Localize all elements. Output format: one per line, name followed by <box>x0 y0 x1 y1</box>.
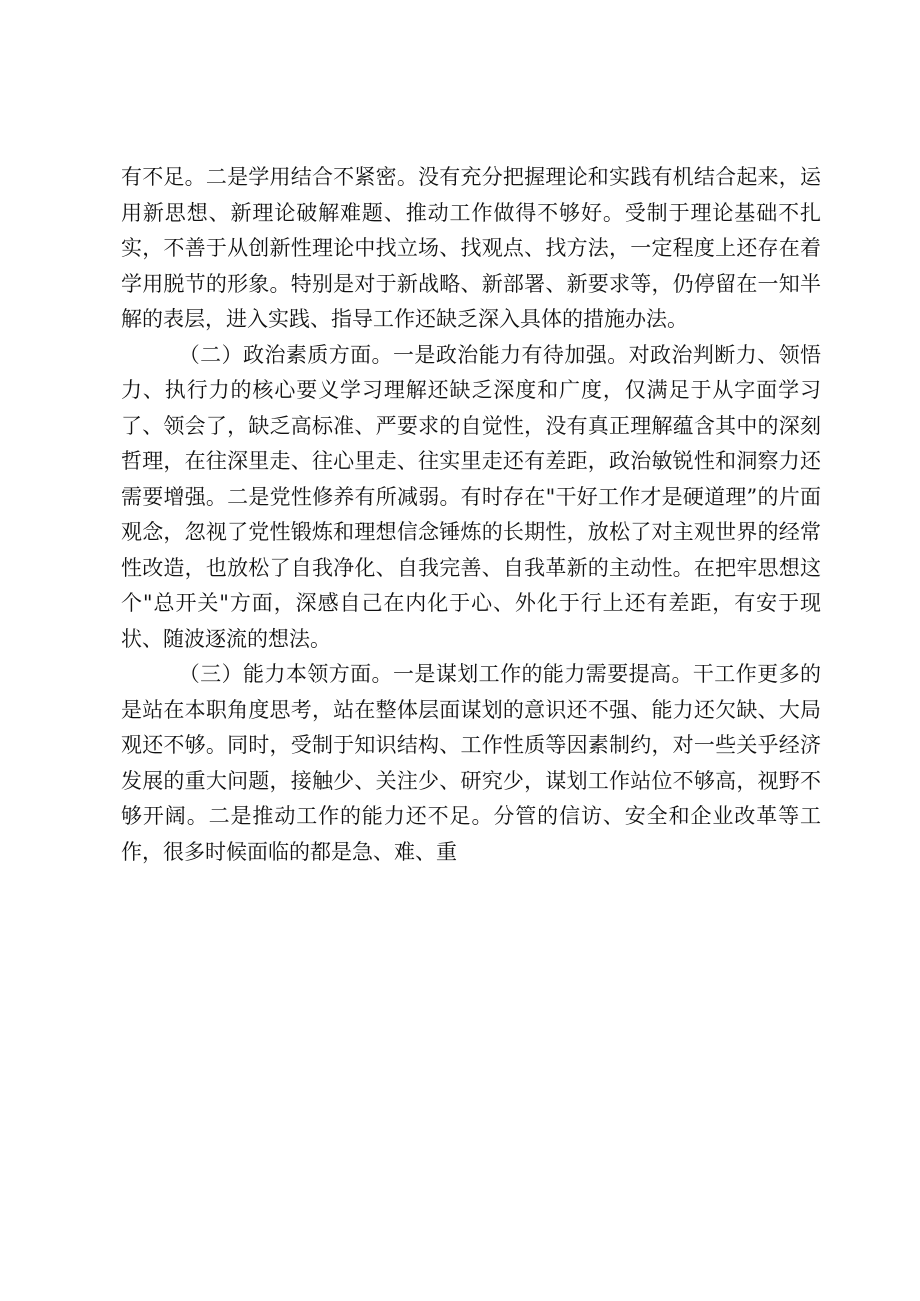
paragraph-capability: （三）能力本领方面。一是谋划工作的能力需要提高。干工作更多的是站在本职角度思考，站在整体层面谋划的意识还不强、能力还欠缺、大局观还不够。同时，受制于知识结构、工作性质等因素制约，对一些关乎经济发展的重大问题，接触少、关注少、研究少，谋划工作站位不够高，视野不够开阔。二是推动工作的能力还不足。分管的信访、安全和企业改革等工作，很多时候面临的都是急、难、重 <box>121 662 821 864</box>
paragraph-political-quality: （二）政治素质方面。一是政治能力有待加强。对政治判断力、领悟力、执行力的核心要义学习理解还缺乏深度和广度，仅满足于从字面学习了、领会了，缺乏高标准、严要求的自觉性，没有真正理解蕴含其中的深刻哲理，在往深里走、往心里走、往实里走还有差距，政治敏锐性和洞察力还需要增强。二是党性修养有所减弱。有时存在"干好工作才是硬道理”的片面观念，忽视了党性锻炼和理想信念锤炼的长期性，放松了对主观世界的经常性改造，也放松了自我净化、自我完善、自我革新的主动性。在把牢思想这个"总开关"方面，深感自己在内化于心、外化于行上还有差距，有安于现状、随波逐流的想法。 <box>121 342 821 651</box>
document-body <box>121 160 821 870</box>
paragraph-study-application: 有不足。二是学用结合不紧密。没有充分把握理论和实践有机结合起来，运用新思想、新理论破解难题、推动工作做得不够好。受制于理论基础不扎实，不善于从创新性理论中找立场、找观点、找方法，一定程度上还存在着学用脱节的形象。特别是对于新战略、新部署、新要求等，仍停留在一知半解的表层，进入实践、指导工作还缺乏深入具体的措施办法。 <box>121 165 821 331</box>
